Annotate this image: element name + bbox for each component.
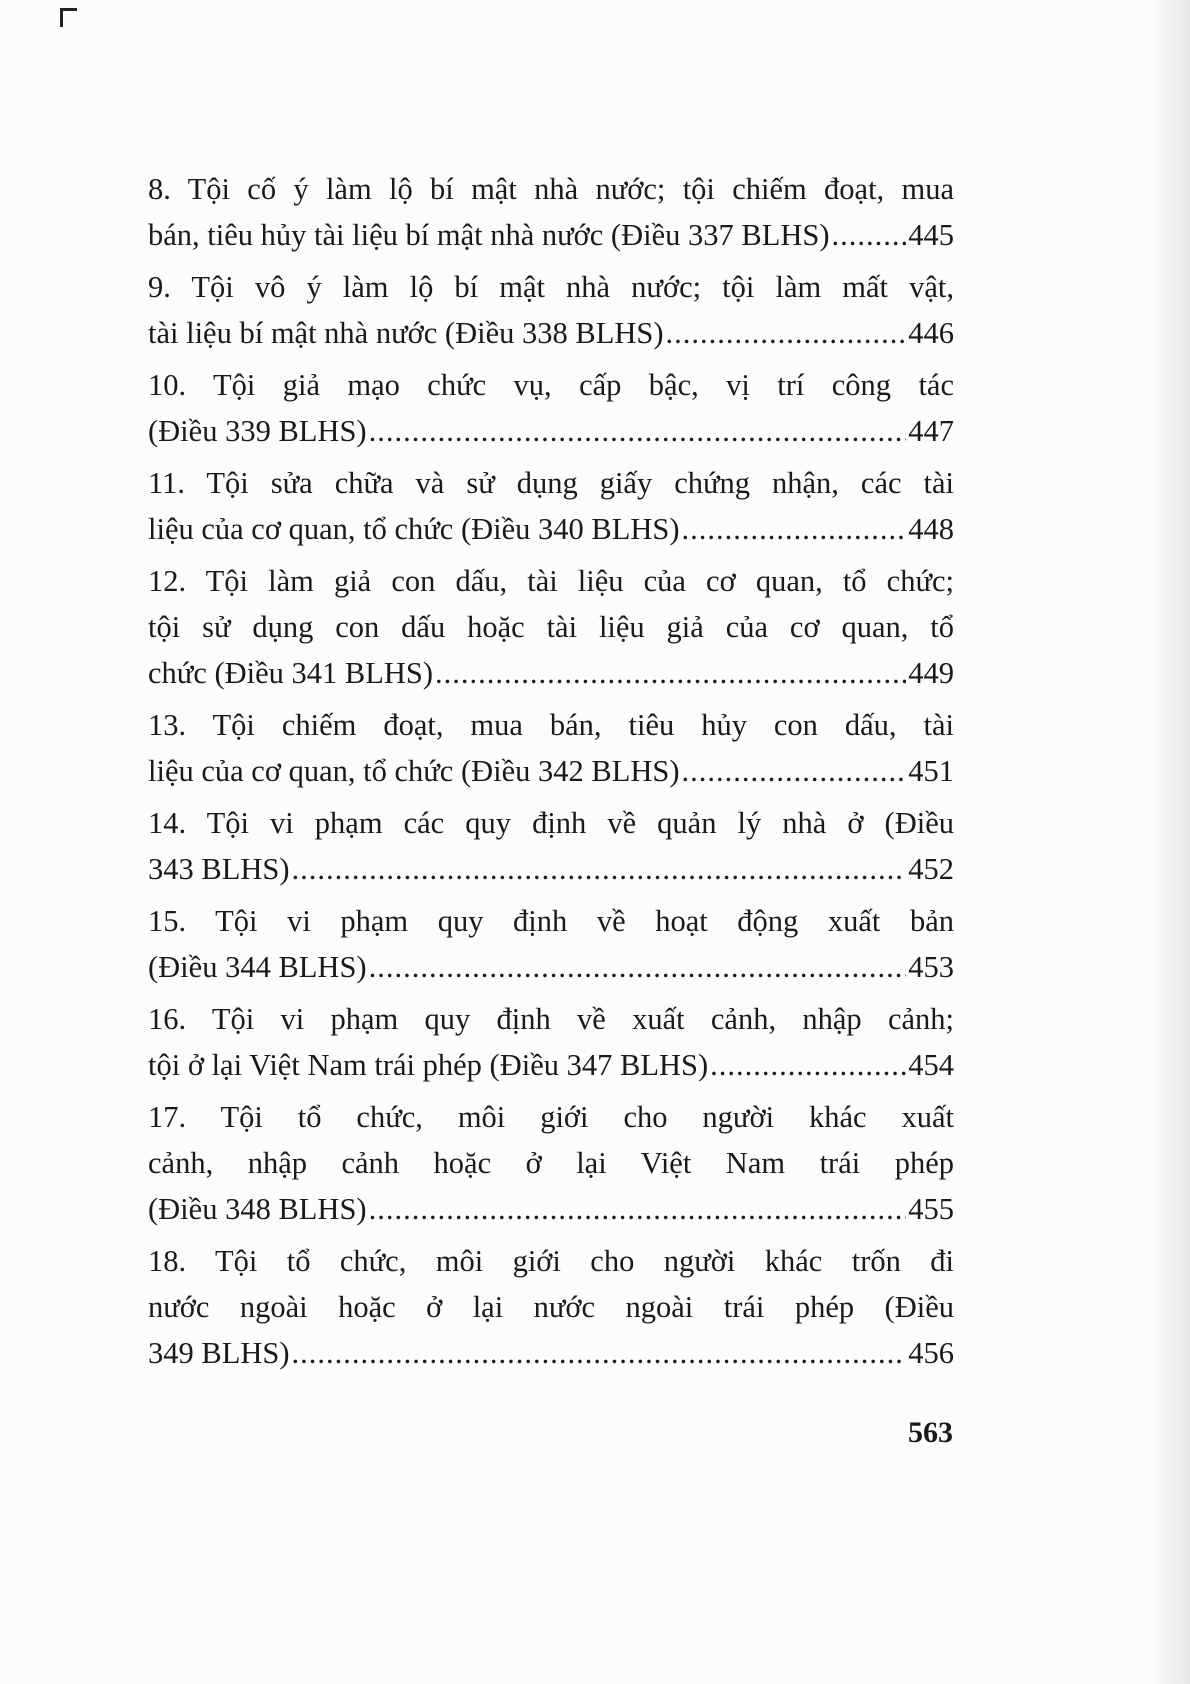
toc-entry-last-line <box>148 212 954 258</box>
toc-entry-text: liệu của cơ quan, tổ chức (Điều 340 BLHS) <box>148 512 680 546</box>
dot-leader <box>682 506 907 552</box>
toc-entry-last-line <box>148 1186 954 1232</box>
toc-entry-line: 17. Tội tổ chức, môi giới cho người khác xuất <box>148 1100 954 1134</box>
toc-entry-page: 446 <box>908 316 954 350</box>
toc-entry-last-line <box>148 1330 954 1376</box>
toc-entry-line: 14. Tội vi phạm các quy định về quản lý nhà ở (Điều <box>148 806 954 840</box>
toc-entry-last-line <box>148 506 954 552</box>
toc-entry-line: tội sử dụng con dấu hoặc tài liệu giả của cơ quan, tổ <box>148 610 954 644</box>
page-number: 563 <box>908 1416 953 1449</box>
dot-leader <box>369 944 907 990</box>
toc-entry-text: tội ở lại Việt Nam trái phép (Điều 347 BLHS) <box>148 1048 709 1082</box>
toc-entry[interactable] <box>148 702 954 794</box>
toc-entry-line: 16. Tội vi phạm quy định về xuất cảnh, nhập cảnh; <box>148 1002 954 1036</box>
toc-entry[interactable] <box>148 1094 954 1232</box>
toc-entry-last-line <box>148 846 954 892</box>
toc-entry-text: 349 BLHS) <box>148 1336 290 1370</box>
toc-entry-text: (Điều 348 BLHS) <box>148 1192 367 1226</box>
toc-entry-text: chức (Điều 341 BLHS) <box>148 656 434 690</box>
toc-entry-line: 8. Tội cố ý làm lộ bí mật nhà nước; tội chiếm đoạt, mua <box>148 172 954 206</box>
toc-entry[interactable] <box>148 264 954 356</box>
toc-entry[interactable] <box>148 800 954 892</box>
toc-entry-last-line <box>148 310 954 356</box>
toc-entry-last-line <box>148 650 954 696</box>
toc-entry-last-line <box>148 944 954 990</box>
toc-entry-text: tài liệu bí mật nhà nước (Điều 338 BLHS) <box>148 316 664 350</box>
toc-entry[interactable] <box>148 1238 954 1376</box>
toc-entry-line: nước ngoài hoặc ở lại nước ngoài trái phép (Điều <box>148 1290 954 1324</box>
toc-entry-page: 445 <box>908 218 954 252</box>
dot-leader <box>832 212 907 258</box>
toc-entry-page: 453 <box>908 950 954 984</box>
toc-entry-page: 449 <box>908 656 954 690</box>
toc-entry-text: liệu của cơ quan, tổ chức (Điều 342 BLHS) <box>148 754 680 788</box>
toc-entry-line: 11. Tội sửa chữa và sử dụng giấy chứng nhận, các tài <box>148 466 954 500</box>
dot-leader <box>682 748 907 794</box>
toc-entry-line: 13. Tội chiếm đoạt, mua bán, tiêu hủy con dấu, tài <box>148 708 954 742</box>
toc-entry-last-line <box>148 1042 954 1088</box>
dot-leader <box>292 1330 907 1376</box>
toc-entry[interactable] <box>148 898 954 990</box>
toc-entry-line: 15. Tội vi phạm quy định về hoạt động xuất bản <box>148 904 954 938</box>
page-edge-shadow <box>1150 0 1190 1684</box>
toc-entry-last-line <box>148 748 954 794</box>
toc-entry-text: bán, tiêu hủy tài liệu bí mật nhà nước (Điều 337 BLHS) <box>148 218 830 252</box>
toc-entry[interactable] <box>148 166 954 258</box>
toc-entry-page: 452 <box>908 852 954 886</box>
toc-entry-page: 455 <box>908 1192 954 1226</box>
toc-entry-page: 447 <box>908 414 954 448</box>
toc-entry-text: (Điều 344 BLHS) <box>148 950 367 984</box>
toc-entry[interactable] <box>148 996 954 1088</box>
toc-entry-line: 10. Tội giả mạo chức vụ, cấp bậc, vị trí công tác <box>148 368 954 402</box>
dot-leader <box>292 846 907 892</box>
toc-entry-page: 454 <box>908 1048 954 1082</box>
table-of-contents <box>148 166 954 1382</box>
toc-entry-text: (Điều 339 BLHS) <box>148 414 367 448</box>
toc-entry[interactable] <box>148 362 954 454</box>
toc-entry-page: 448 <box>908 512 954 546</box>
dot-leader <box>369 408 907 454</box>
toc-entry-page: 456 <box>908 1336 954 1370</box>
toc-entry-line: 9. Tội vô ý làm lộ bí mật nhà nước; tội làm mất vật, <box>148 270 954 304</box>
toc-entry[interactable] <box>148 460 954 552</box>
dot-leader <box>665 310 906 356</box>
dot-leader <box>435 650 906 696</box>
toc-entry-line: 18. Tội tổ chức, môi giới cho người khác trốn đi <box>148 1244 954 1278</box>
toc-entry-text: 343 BLHS) <box>148 852 290 886</box>
toc-entry[interactable] <box>148 558 954 696</box>
crop-mark <box>60 8 77 27</box>
toc-entry-line: 12. Tội làm giả con dấu, tài liệu của cơ quan, tổ chức; <box>148 564 954 598</box>
toc-entry-line: cảnh, nhập cảnh hoặc ở lại Việt Nam trái phép <box>148 1146 954 1180</box>
dot-leader <box>710 1042 906 1088</box>
toc-entry-page: 451 <box>908 754 954 788</box>
dot-leader <box>369 1186 907 1232</box>
toc-entry-last-line <box>148 408 954 454</box>
